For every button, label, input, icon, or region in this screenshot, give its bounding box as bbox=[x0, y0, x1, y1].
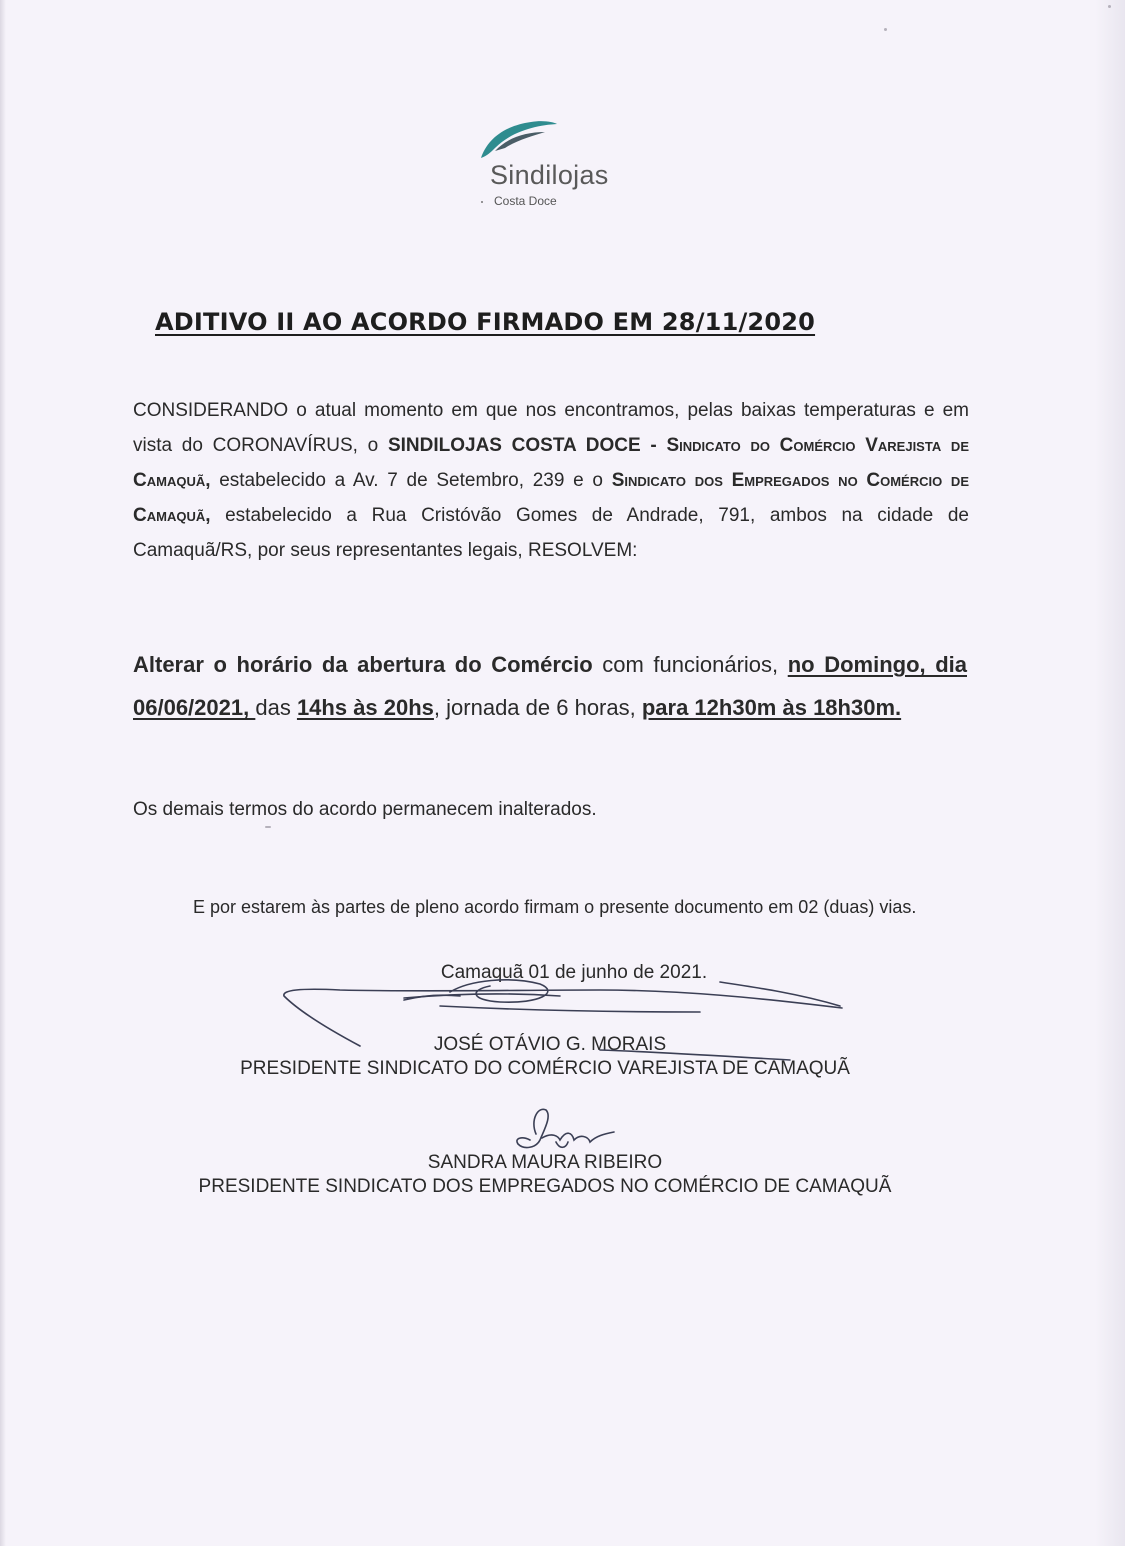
logo-dot bbox=[481, 201, 483, 203]
logo-name: Sindilojas bbox=[490, 160, 609, 190]
p2-text-2: das bbox=[255, 695, 297, 720]
considering-paragraph bbox=[133, 393, 969, 568]
agreement-paragraph: E por estarem às partes de pleno acordo firmam o presente documento em 02 (duas) vias. bbox=[193, 897, 917, 917]
p2-text-1: com funcionários, bbox=[592, 652, 788, 677]
p1-text-1: CONSIDERANDO o atual momento em que nos encontramos, pelas baixas temperaturas e em vista do CORONAVÍRUS, o bbox=[133, 400, 969, 456]
p2-new-hours: para 12h30m às 18h30m. bbox=[641, 695, 902, 720]
p1-text-2: estabelecido a Av. 7 de Setembro, 239 e o bbox=[210, 470, 612, 491]
scan-speck bbox=[884, 28, 887, 31]
scan-speck bbox=[265, 826, 271, 828]
p2-text-3: , jornada de 6 horas, bbox=[433, 695, 642, 720]
signatory2-name: SANDRA MAURA RIBEIRO bbox=[427, 1152, 663, 1173]
signatory2-role: PRESIDENTE SINDICATO DOS EMPREGADOS NO COMÉRCIO DE CAMAQUÃ bbox=[198, 1176, 892, 1197]
page-edge-left bbox=[0, 0, 6, 1546]
signatory1-role: PRESIDENTE SINDICATO DO COMÉRCIO VAREJISTA DE CAMAQUÃ bbox=[240, 1058, 850, 1079]
p1-union-retail: Sindicato do Comércio Varejista de Camaquã, bbox=[133, 435, 969, 491]
page-edge-right bbox=[1095, 0, 1125, 1546]
scan-speck bbox=[1108, 5, 1111, 8]
p1-union-name: SINDILOJAS COSTA DOCE - bbox=[387, 435, 667, 456]
logo-subtitle: Costa Doce bbox=[494, 194, 557, 208]
p1-union-employees: Sindicato dos Empregados no Comércio de Camaquã, bbox=[133, 470, 969, 526]
p2-date: no Domingo, dia 06/06/2021, bbox=[133, 652, 967, 720]
logo-swoosh-icon bbox=[473, 118, 563, 163]
p1-text-3: estabelecido a Rua Cristóvão Gomes de Andrade, 791, ambos na cidade de Camaquã/RS, por seus representantes legais, RESOLVEM: bbox=[133, 505, 969, 561]
document-title: ADITIVO II AO ACORDO FIRMADO EM 28/11/2020 bbox=[155, 308, 816, 336]
sindilojas-logo bbox=[470, 118, 640, 213]
date-line: Camaquã 01 de junho de 2021. bbox=[440, 962, 708, 983]
p2-bold-lead: Alterar o horário da abertura do Comércio bbox=[133, 652, 593, 677]
signature-ribeiro bbox=[517, 1109, 614, 1147]
p2-old-hours: 14hs às 20hs bbox=[296, 695, 434, 720]
resolution-paragraph bbox=[133, 643, 967, 729]
remaining-terms-paragraph: Os demais termos do acordo permanecem inalterados. bbox=[133, 799, 597, 820]
signatory1-name: JOSÉ OTÁVIO G. MORAIS bbox=[433, 1034, 667, 1055]
